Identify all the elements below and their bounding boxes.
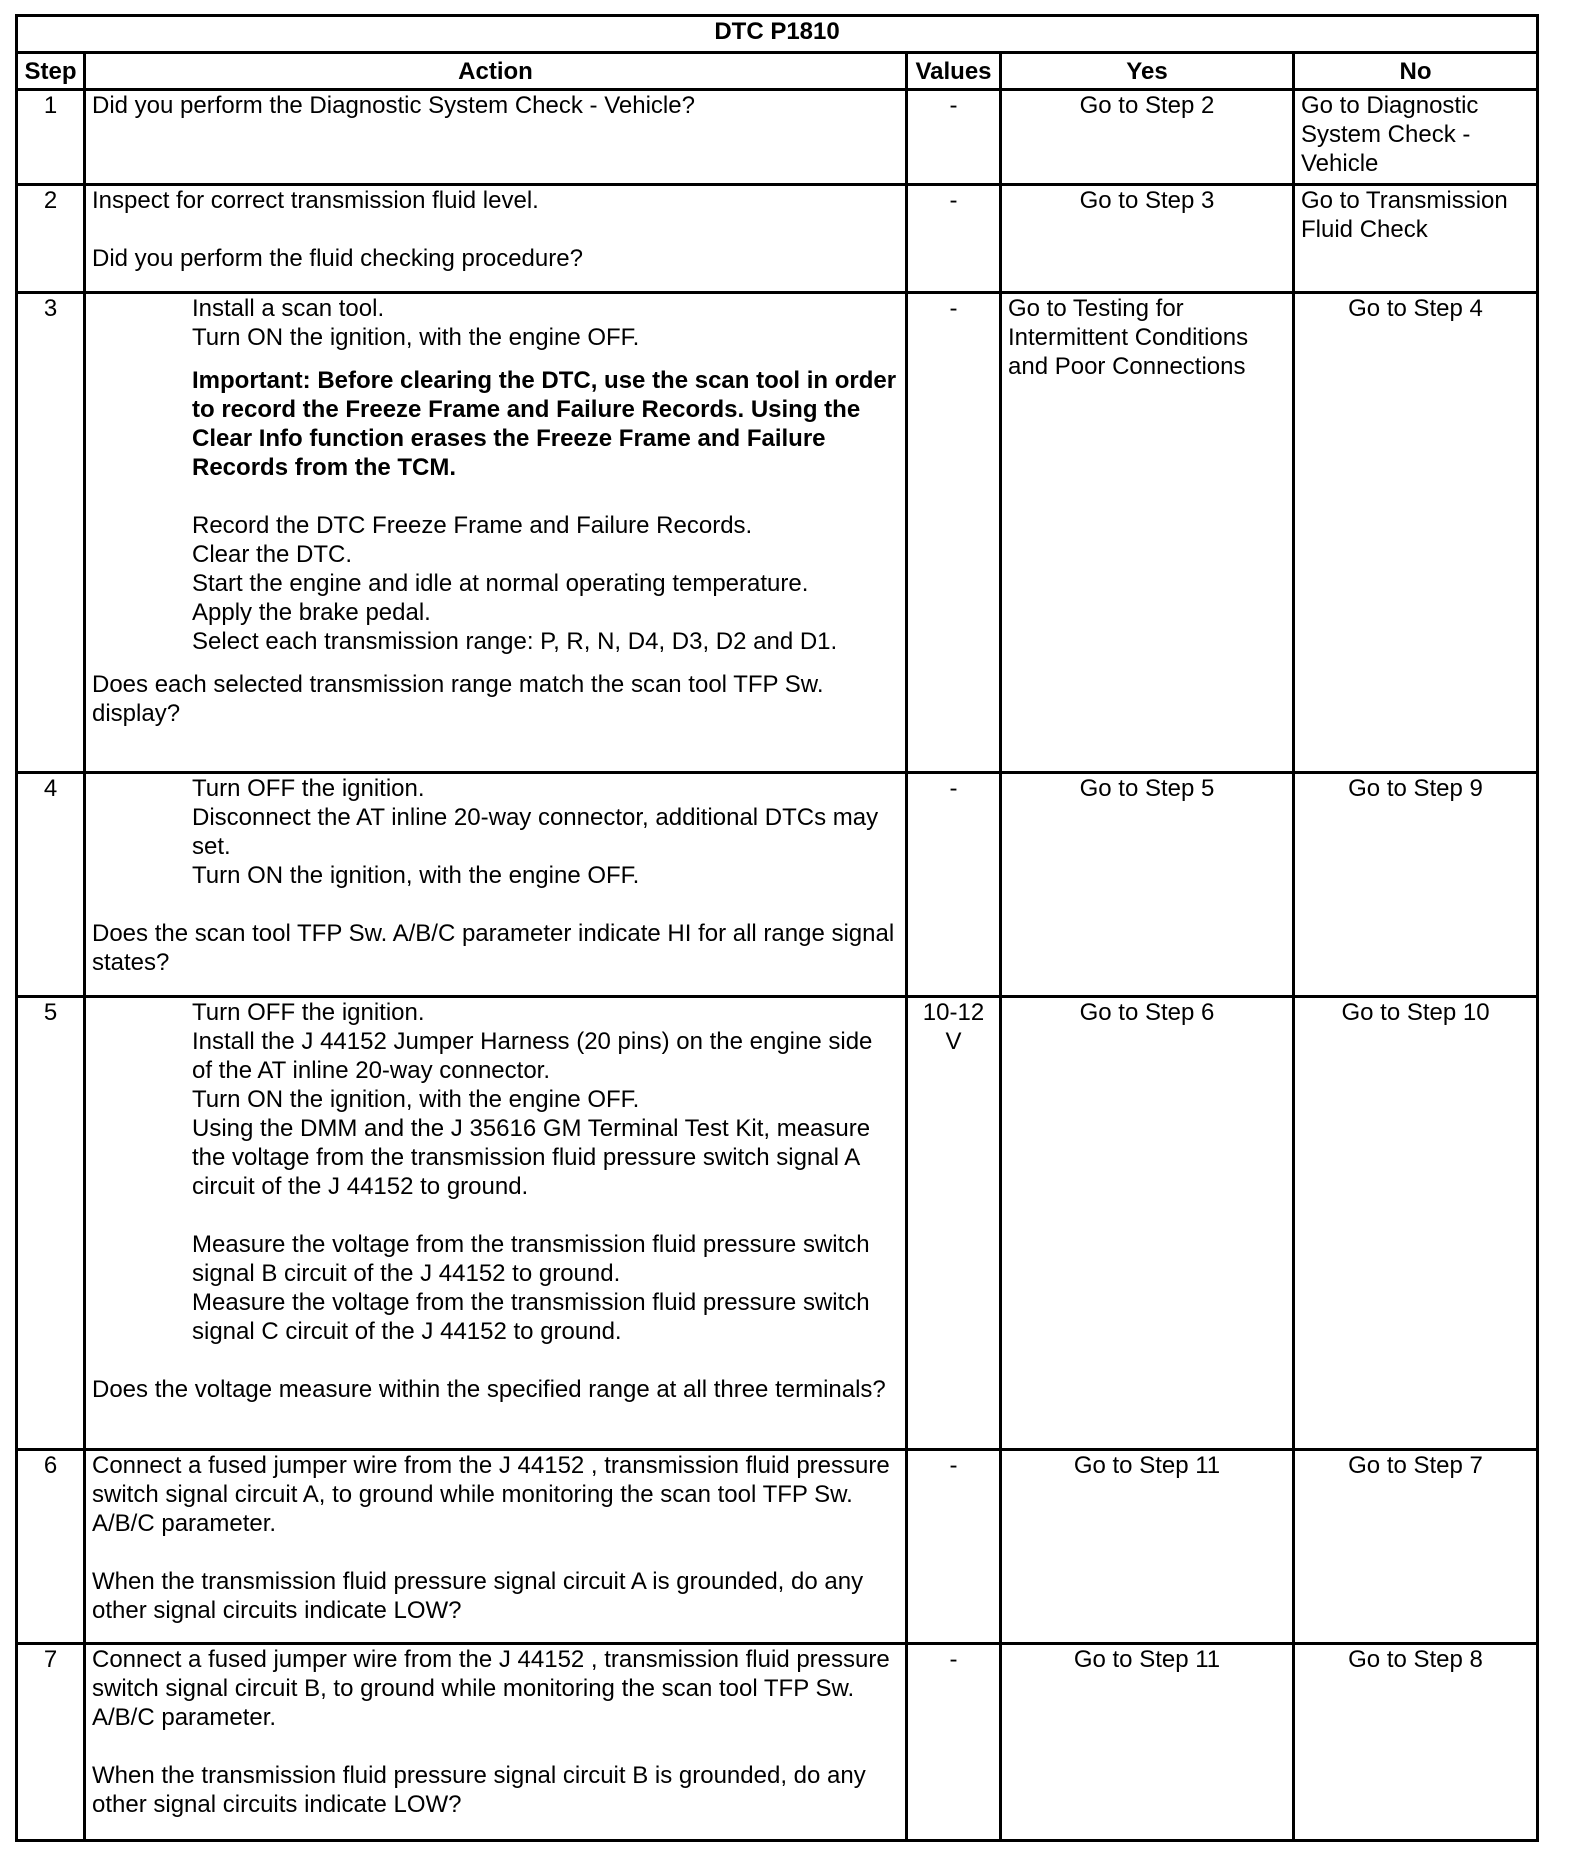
action-question: Did you perform the fluid checking procedure? <box>92 245 583 272</box>
yes-cell: Go to Step 5 <box>1002 774 1295 998</box>
values-cell: - <box>908 91 1002 186</box>
action-cell <box>86 1451 908 1645</box>
no-cell: Go to Diagnostic System Check - Vehicle <box>1295 91 1536 186</box>
spacer <box>92 656 899 670</box>
no-cell: Go to Step 8 <box>1348 1646 1483 1673</box>
table-title: DTC P1810 <box>18 17 1536 54</box>
step-number: 2 <box>18 186 86 294</box>
action-text: Select each transmission range: P, R, N, D4, D3, D2 and D1. <box>192 628 838 655</box>
action-text: Using the DMM and the J 35616 GM Terminal Test Kit, measure the voltage from the transmission fluid pressure switch signal A circuit of the J 44152 to ground. <box>192 1115 871 1200</box>
action-question: Does each selected transmission range match the scan tool TFP Sw. display? <box>92 671 824 727</box>
table-row <box>18 294 1536 774</box>
action-text: Start the engine and idle at normal operating temperature. <box>192 570 809 597</box>
action-text: Install a scan tool. <box>192 295 385 322</box>
action-text: Record the DTC Freeze Frame and Failure Records. <box>192 512 753 539</box>
header-step: Step <box>18 54 86 91</box>
action-text: Clear the DTC. <box>192 541 353 568</box>
spacer <box>92 352 899 366</box>
no-cell: Go to Step 10 <box>1295 998 1536 1451</box>
yes-cell: Go to Step 11 <box>1002 1451 1295 1645</box>
no-cell: Go to Step 4 <box>1295 294 1536 774</box>
action-text: Turn OFF the ignition. <box>192 775 425 802</box>
yes-cell: Go to Step 2 <box>1002 91 1295 186</box>
action-cell <box>86 294 908 774</box>
action-text: Connect a fused jumper wire from the J 44152 , transmission fluid pressure switch signal circuit B, to ground while monitoring the scan tool TFP Sw. A/B/C parameter. <box>92 1646 890 1731</box>
action-text: Install the J 44152 Jumper Harness (20 pins) on the engine side of the AT inline 20-way connector. <box>192 1028 873 1084</box>
header-yes: Yes <box>1002 54 1295 91</box>
action-cell <box>86 1645 908 1839</box>
values-cell: - <box>908 1451 1002 1645</box>
yes-cell: Go to Testing for Intermittent Conditions and Poor Connections <box>1002 294 1295 774</box>
header-row <box>18 54 1536 91</box>
action-text: Turn ON the ignition, with the engine OFF. <box>192 1086 640 1113</box>
no-cell: Go to Step 9 <box>1295 774 1536 998</box>
values-cell: - <box>908 294 1002 774</box>
yes-cell: Go to Step 6 <box>1002 998 1295 1451</box>
values-cell: - <box>908 1645 1002 1839</box>
step-number: 5 <box>18 998 86 1451</box>
values-cell: 10-12 V <box>908 998 1002 1451</box>
action-text: Turn OFF the ignition. <box>192 999 425 1026</box>
spacer <box>92 482 899 511</box>
table-row <box>18 1645 1536 1839</box>
action-text: Did you perform the Diagnostic System Check - Vehicle? <box>92 92 695 119</box>
action-cell <box>86 91 908 186</box>
no-cell: Go to Transmission Fluid Check <box>1295 186 1536 294</box>
spacer <box>92 890 899 919</box>
action-cell <box>86 186 908 294</box>
action-cell <box>86 774 908 998</box>
step-number: 1 <box>18 91 86 186</box>
spacer <box>92 1346 899 1375</box>
action-text: Apply the brake pedal. <box>192 599 431 626</box>
table-row <box>18 91 1536 186</box>
table-row <box>18 774 1536 998</box>
step-number: 4 <box>18 774 86 998</box>
important-note: Important: Before clearing the DTC, use the scan tool in order to record the Freeze Frame and Failure Records. Using the Clear Info function erases the Freeze Frame and Failure Records from the TCM. <box>192 367 897 481</box>
values-cell: - <box>908 186 1002 294</box>
spacer <box>92 1538 899 1567</box>
action-text: Connect a fused jumper wire from the J 44152 , transmission fluid pressure switch signal circuit A, to ground while monitoring the scan tool TFP Sw. A/B/C parameter. <box>92 1452 890 1537</box>
action-question: Does the scan tool TFP Sw. A/B/C parameter indicate HI for all range signal states? <box>92 920 895 976</box>
title-row <box>18 17 1536 54</box>
action-question: When the transmission fluid pressure signal circuit B is grounded, do any other signal circuits indicate LOW? <box>92 1762 866 1818</box>
action-question: Does the voltage measure within the specified range at all three terminals? <box>92 1376 886 1403</box>
header-no: No <box>1295 54 1536 91</box>
action-cell <box>86 998 908 1451</box>
action-text: Turn ON the ignition, with the engine OFF. <box>192 862 640 889</box>
yes-cell: Go to Step 3 <box>1002 186 1295 294</box>
yes-cell: Go to Step 11 <box>1002 1645 1295 1839</box>
step-number: 6 <box>18 1451 86 1645</box>
dtc-table <box>15 14 1539 1842</box>
action-text: Measure the voltage from the transmission fluid pressure switch signal C circuit of the J 44152 to ground. <box>192 1289 870 1345</box>
values-cell: - <box>908 774 1002 998</box>
table-row <box>18 186 1536 294</box>
spacer <box>92 215 899 244</box>
action-text: Disconnect the AT inline 20-way connector, additional DTCs may set. <box>192 804 879 860</box>
step-number: 7 <box>18 1645 86 1839</box>
no-cell: Go to Step 7 <box>1295 1451 1536 1645</box>
header-action: Action <box>86 54 908 91</box>
header-values: Values <box>908 54 1002 91</box>
step-number: 3 <box>18 294 86 774</box>
table-row <box>18 1451 1536 1645</box>
action-question: When the transmission fluid pressure signal circuit A is grounded, do any other signal circuits indicate LOW? <box>92 1568 864 1624</box>
action-text: Inspect for correct transmission fluid level. <box>92 187 539 214</box>
action-text: Measure the voltage from the transmission fluid pressure switch signal B circuit of the J 44152 to ground. <box>192 1231 870 1287</box>
table-row <box>18 998 1536 1451</box>
spacer <box>92 1201 899 1230</box>
spacer <box>92 1732 899 1761</box>
action-text: Turn ON the ignition, with the engine OFF. <box>192 324 640 351</box>
